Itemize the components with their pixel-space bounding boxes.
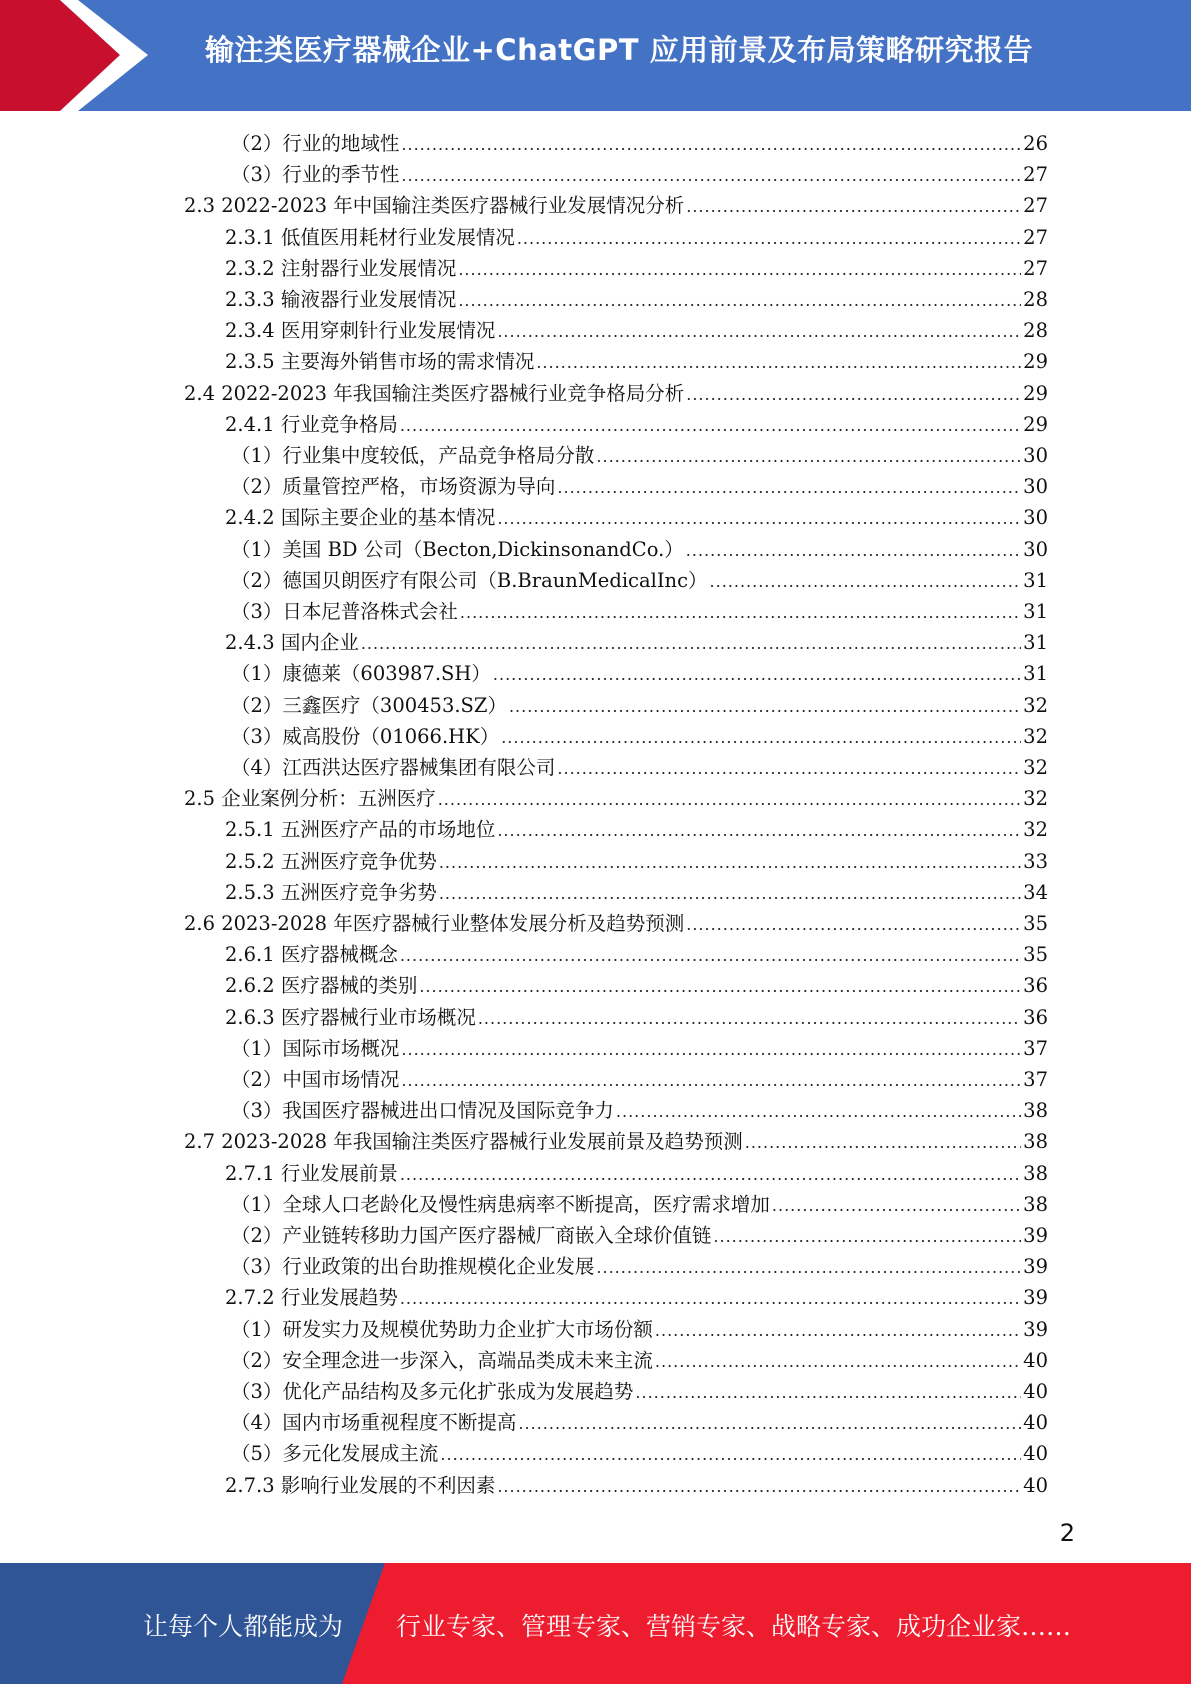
toc-dot-leader (493, 659, 1021, 690)
toc-entry-title: （3）威高股份（01066.HK） (231, 724, 500, 748)
toc-entry[interactable] (231, 534, 1048, 565)
toc-entry-page: 40 (1023, 1380, 1048, 1403)
toc-dot-leader (438, 784, 1021, 815)
toc-entry-page: 40 (1023, 1411, 1048, 1435)
toc-dot-leader (478, 1003, 1021, 1034)
toc-entry-page: 32 (1023, 724, 1048, 748)
toc-entry[interactable] (231, 159, 1048, 190)
toc-entry-page: 39 (1023, 1317, 1048, 1341)
toc-entry-page: 37 (1023, 1036, 1048, 1060)
toc-entry-title: （3）优化产品结构及多元化扩张成为发展趋势 (231, 1380, 634, 1403)
page-number: 2 (1059, 1519, 1075, 1547)
toc-entry[interactable] (184, 190, 1048, 221)
toc-entry-title: 2.7.1 行业发展前景 (225, 1161, 398, 1185)
toc-entry-title: （4）江西洪达医疗器械集团有限公司 (231, 756, 556, 779)
toc-dot-leader (655, 1315, 1021, 1346)
toc-entry-page: 40 (1023, 1473, 1048, 1497)
toc-entry-title: 2.4.3 国内企业 (225, 631, 359, 655)
toc-dot-leader (655, 1346, 1021, 1377)
toc-entry-page: 30 (1023, 506, 1048, 530)
toc-entry-page: 31 (1023, 568, 1048, 592)
toc-entry[interactable] (231, 1345, 1048, 1376)
toc-entry[interactable] (231, 128, 1048, 159)
toc-entry-page: 31 (1023, 631, 1048, 655)
toc-entry-title: 2.5 企业案例分析：五洲医疗 (184, 787, 436, 811)
toc-entry-page: 40 (1023, 1442, 1048, 1466)
toc-entry[interactable] (225, 253, 1048, 284)
toc-dot-leader (401, 1034, 1021, 1065)
toc-dot-leader (518, 1408, 1021, 1439)
toc-dot-leader (400, 940, 1021, 971)
toc-entry-page: 32 (1023, 818, 1048, 842)
toc-entry-title: （1）美国 BD 公司（Becton,DickinsonandCo.） (231, 537, 684, 561)
toc-entry-page: 32 (1023, 693, 1048, 717)
toc-entry-title: （3）行业政策的出台助推规模化企业发展 (231, 1255, 595, 1279)
toc-entry-title: （1）行业集中度较低，产品竞争格局分散 (231, 444, 595, 467)
toc-entry-page: 38 (1023, 1161, 1048, 1185)
toc-dot-leader (557, 472, 1021, 503)
toc-entry[interactable] (225, 502, 1048, 533)
toc-entry-page: 31 (1023, 600, 1048, 623)
toc-dot-leader (440, 1439, 1021, 1470)
toc-entry-page: 37 (1023, 1068, 1048, 1091)
toc-entry-page: 35 (1023, 943, 1048, 967)
toc-entry-page: 36 (1023, 974, 1048, 998)
toc-entry-page: 39 (1023, 1255, 1048, 1279)
toc-dot-leader (713, 1221, 1021, 1252)
toc-entry-title: （3）日本尼普洛株式会社 (231, 600, 458, 623)
toc-entry-page: 30 (1023, 444, 1048, 467)
toc-dot-leader (686, 909, 1021, 940)
toc-entry-title: （1）全球人口老龄化及慢性病患病率不断提高，医疗需求增加 (231, 1192, 770, 1216)
toc-entry-title: 2.3 2022-2023 年中国输注类医疗器械行业发展情况分析 (184, 194, 685, 218)
toc-entry-page: 39 (1023, 1286, 1048, 1310)
toc-dot-leader (458, 254, 1021, 285)
toc-entry[interactable] (225, 222, 1048, 253)
toc-entry-page: 36 (1023, 1005, 1048, 1029)
toc-dot-leader (439, 847, 1021, 878)
toc-entry[interactable] (225, 284, 1048, 315)
toc-entry[interactable] (225, 627, 1048, 658)
toc-entry-page: 38 (1023, 1130, 1048, 1154)
toc-entry[interactable] (231, 1314, 1048, 1345)
toc-entry-page: 30 (1023, 537, 1048, 561)
toc-dot-leader (686, 191, 1021, 222)
toc-dot-leader (401, 1065, 1021, 1096)
toc-entry[interactable] (225, 814, 1048, 845)
toc-entry[interactable] (225, 1158, 1048, 1189)
toc-entry-title: 2.6.2 医疗器械的类别 (225, 974, 418, 998)
toc-dot-leader (400, 1159, 1021, 1190)
toc-dot-leader (419, 971, 1021, 1002)
toc-entry-page: 27 (1023, 163, 1048, 187)
toc-dot-leader (517, 223, 1021, 254)
toc-entry[interactable] (231, 1095, 1048, 1126)
toc-entry-title: （2）安全理念进一步深入，高端品类成未来主流 (231, 1348, 653, 1372)
toc-entry-page: 28 (1023, 319, 1048, 343)
toc-dot-leader (361, 628, 1021, 659)
toc-entry-title: 2.4.1 行业竞争格局 (225, 412, 398, 436)
toc-entry-page: 26 (1023, 132, 1048, 155)
toc-entry[interactable] (231, 1376, 1048, 1407)
toc-entry-title: 2.5.1 五洲医疗产品的市场地位 (225, 818, 496, 842)
toc-entry-title: （2）中国市场情况 (231, 1068, 400, 1091)
toc-entry[interactable] (225, 877, 1048, 908)
toc-dot-leader (596, 1252, 1021, 1283)
toc-entry-title: 2.5.2 五洲医疗竞争优势 (225, 849, 437, 873)
toc-entry-title: 2.4.2 国际主要企业的基本情况 (225, 506, 496, 530)
toc-entry-page: 28 (1023, 288, 1048, 311)
toc-dot-leader (616, 1096, 1021, 1127)
toc-entry[interactable] (231, 1220, 1048, 1251)
toc-dot-leader (458, 285, 1021, 316)
toc-entry-title: 2.3.3 输液器行业发展情况 (225, 288, 457, 311)
toc-entry[interactable] (231, 1033, 1048, 1064)
header-arrow-decoration (0, 0, 160, 111)
toc-dot-leader (509, 691, 1021, 722)
toc-entry-title: 2.6 2023-2028 年医疗器械行业整体发展分析及趋势预测 (184, 912, 685, 935)
toc-entry-page: 27 (1023, 194, 1048, 218)
toc-entry-page: 29 (1023, 350, 1048, 374)
toc-entry-title: 2.6.3 医疗器械行业市场概况 (225, 1005, 476, 1029)
toc-entry-title: （3）行业的季节性 (231, 163, 400, 187)
toc-dot-leader (686, 535, 1021, 566)
toc-entry-title: 2.6.1 医疗器械概念 (225, 943, 398, 967)
toc-entry[interactable] (231, 690, 1048, 721)
toc-entry[interactable] (225, 970, 1048, 1001)
toc-dot-leader (401, 129, 1021, 160)
toc-entry-title: 2.4 2022-2023 年我国输注类医疗器械行业竞争格局分析 (184, 381, 685, 405)
toc-entry[interactable] (231, 1251, 1048, 1282)
toc-dot-leader (400, 1283, 1021, 1314)
toc-entry-page: 38 (1023, 1099, 1048, 1123)
toc-entry-title: 2.7.2 行业发展趋势 (225, 1286, 398, 1310)
toc-entry-page: 27 (1023, 225, 1048, 249)
toc-entry-page: 35 (1023, 912, 1048, 935)
toc-dot-leader (745, 1127, 1021, 1158)
toc-entry-title: 2.7.3 影响行业发展的不利因素 (225, 1473, 496, 1497)
toc-entry[interactable] (225, 1470, 1048, 1501)
footer-slogan-right: 行业专家、管理专家、营销专家、战略专家、成功企业家…… (396, 1612, 1072, 1641)
toc-entry[interactable] (231, 1438, 1048, 1469)
toc-entry[interactable] (231, 565, 1048, 596)
toc-entry[interactable] (225, 315, 1048, 346)
toc-entry[interactable] (231, 721, 1048, 752)
toc-entry-page: 32 (1023, 787, 1048, 811)
report-title: 输注类医疗器械企业+ChatGPT 应用前景及布局策略研究报告 (205, 33, 1034, 67)
toc-entry-title: （1）研发实力及规模优势助力企业扩大市场份额 (231, 1317, 653, 1341)
toc-entry[interactable] (184, 1126, 1048, 1157)
toc-entry-page: 30 (1023, 475, 1048, 499)
toc-entry-title: 2.3.1 低值医用耗材行业发展情况 (225, 225, 515, 249)
toc-entry-page: 29 (1023, 412, 1048, 436)
toc-entry[interactable] (184, 908, 1048, 939)
toc-dot-leader (501, 722, 1021, 753)
toc-dot-leader (596, 441, 1021, 472)
toc-dot-leader (497, 316, 1021, 347)
toc-dot-leader (536, 347, 1021, 378)
toc-entry-page: 32 (1023, 756, 1048, 779)
toc-dot-leader (497, 503, 1021, 534)
toc-entry[interactable] (231, 440, 1048, 471)
toc-dot-leader (439, 878, 1021, 909)
toc-entry[interactable] (225, 346, 1048, 377)
toc-entry-title: 2.3.4 医用穿刺针行业发展情况 (225, 319, 496, 343)
toc-entry-page: 29 (1023, 381, 1048, 405)
toc-entry-page: 40 (1023, 1348, 1048, 1372)
toc-entry[interactable] (225, 939, 1048, 970)
toc-entry[interactable] (225, 1002, 1048, 1033)
toc-entry-title: （2）产业链转移助力国产医疗器械厂商嵌入全球价值链 (231, 1224, 712, 1247)
toc-entry[interactable] (231, 1064, 1048, 1095)
toc-entry-title: 2.3.2 注射器行业发展情况 (225, 256, 457, 280)
toc-entry-page: 27 (1023, 256, 1048, 280)
toc-entry[interactable] (231, 471, 1048, 502)
toc-entry[interactable] (231, 752, 1048, 783)
toc-entry-title: （2）行业的地域性 (231, 132, 400, 155)
toc-entry[interactable] (231, 596, 1048, 627)
toc-entry-title: 2.5.3 五洲医疗竞争劣势 (225, 880, 437, 904)
report-header (0, 0, 1191, 111)
toc-dot-leader (497, 1471, 1021, 1502)
toc-entry-page: 39 (1023, 1224, 1048, 1247)
toc-entry[interactable] (231, 1407, 1048, 1438)
toc-entry-title: （3）我国医疗器械进出口情况及国际竞争力 (231, 1099, 614, 1123)
toc-entry-title: （1）康德莱（603987.SH） (231, 662, 491, 686)
toc-entry-title: （2）德国贝朗医疗有限公司（B.BraunMedicalInc） (231, 568, 708, 592)
toc-dot-leader (460, 597, 1021, 628)
toc-dot-leader (772, 1190, 1021, 1221)
toc-entry-page: 38 (1023, 1192, 1048, 1216)
footer-slogan-left: 让每个人都能成为 (143, 1612, 344, 1641)
toc-entry-page: 31 (1023, 662, 1048, 686)
toc-entry[interactable] (225, 409, 1048, 440)
toc-entry[interactable] (225, 846, 1048, 877)
toc-entry-title: （1）国际市场概况 (231, 1036, 400, 1060)
toc-dot-leader (497, 815, 1021, 846)
toc-entry[interactable] (184, 783, 1048, 814)
toc-dot-leader (686, 379, 1021, 410)
toc-entry[interactable] (225, 1282, 1048, 1313)
toc-entry-page: 34 (1023, 880, 1048, 904)
toc-entry-title: （2）三鑫医疗（300453.SZ） (231, 693, 507, 717)
toc-entry-title: （5）多元化发展成主流 (231, 1442, 439, 1466)
toc-entry-title: 2.3.5 主要海外销售市场的需求情况 (225, 350, 535, 374)
toc-entry[interactable] (231, 658, 1048, 689)
toc-entry[interactable] (184, 378, 1048, 409)
toc-entry-title: （4）国内市场重视程度不断提高 (231, 1411, 517, 1435)
toc-dot-leader (710, 566, 1022, 597)
toc-dot-leader (557, 753, 1021, 784)
report-footer (0, 1563, 1191, 1684)
toc-dot-leader (635, 1377, 1021, 1408)
toc-entry[interactable] (231, 1189, 1048, 1220)
toc-dot-leader (401, 160, 1021, 191)
toc-entry-page: 33 (1023, 849, 1048, 873)
toc-entry-title: 2.7 2023-2028 年我国输注类医疗器械行业发展前景及趋势预测 (184, 1130, 743, 1154)
toc-entry-title: （2）质量管控严格，市场资源为导向 (231, 475, 556, 499)
toc-dot-leader (400, 410, 1021, 441)
